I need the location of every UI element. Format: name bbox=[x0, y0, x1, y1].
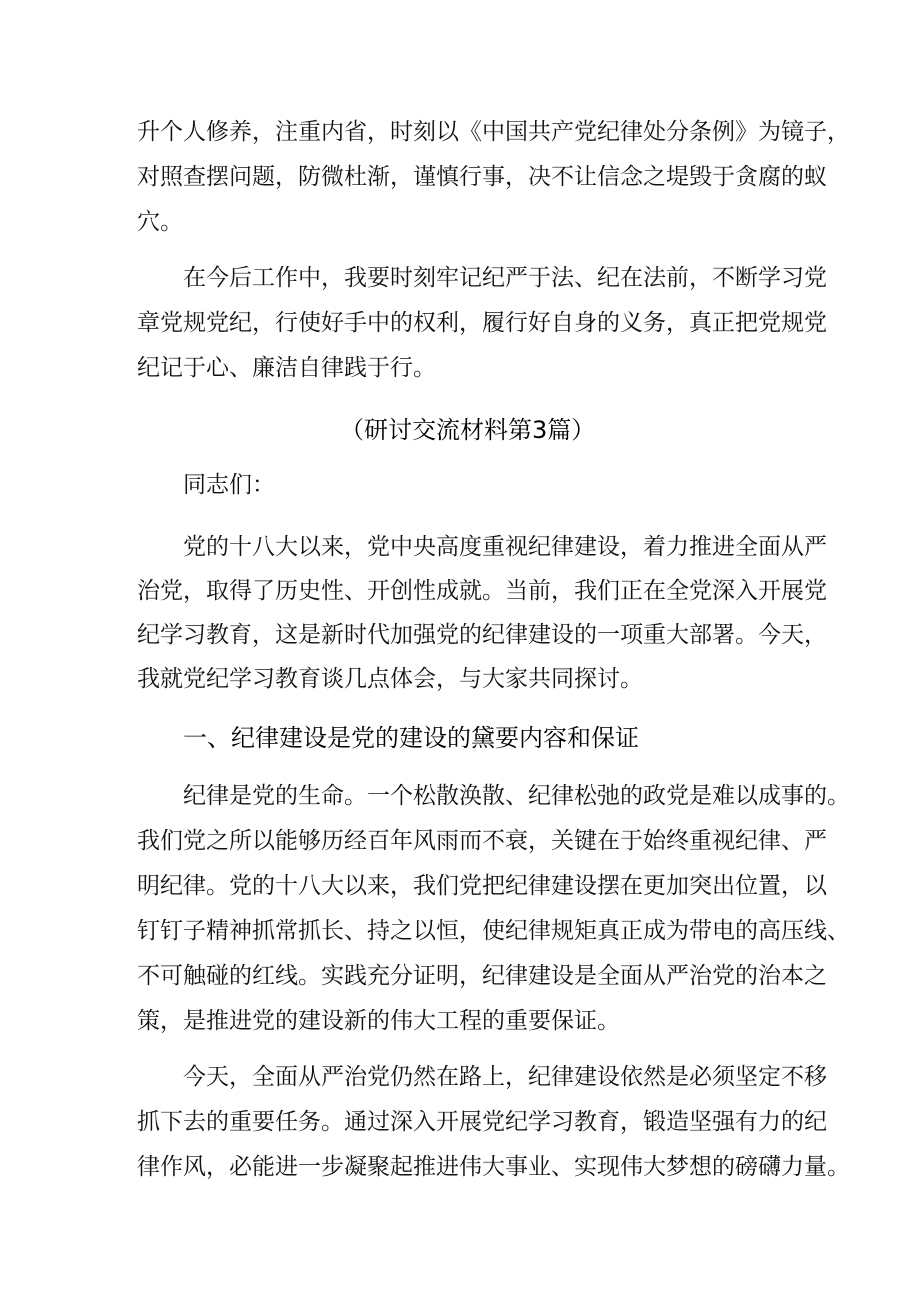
paragraph-line: 章党规党纪，行使好手中的权利，履行好自身的义务，真正把党规党 bbox=[137, 310, 827, 336]
paragraph-line: 纪记于心、廉洁自律践于行。 bbox=[137, 355, 436, 381]
paragraph-line: 抓下去的重要任务。通过深入开展党纪学习教育，锻造坚强有力的纪 bbox=[137, 1109, 827, 1135]
paragraph-line: 不可触碰的红线。实践充分证明，纪律建设是全面从严治党的治本之 bbox=[137, 963, 827, 989]
paragraph-line: 明纪律。党的十八大以来，我们党把纪律建设摆在更加突出位置，以 bbox=[137, 873, 827, 899]
chapter-heading: 一、纪律建设是党的建设的黛要内容和保证 bbox=[183, 724, 639, 752]
paragraph-line: 钉钉子精神抓常抓长、持之以恒，使纪律规矩真正成为带电的高压线、 bbox=[137, 918, 850, 944]
paragraph-line: 策，是推进党的建设新的伟大工程的重要保证。 bbox=[137, 1008, 620, 1034]
paragraph-line: 我们党之所以能够历经百年风雨而不衰，关键在于始终重视纪律、严 bbox=[137, 828, 827, 854]
paragraph-line: 律作风，必能进一步凝聚起推进伟大事业、实现伟大梦想的磅礴力量。 bbox=[137, 1154, 850, 1180]
paragraph-line: 纪学习教育，这是新时代加强党的纪律建设的一项重大部署。今天， bbox=[137, 622, 827, 648]
paragraph-line: 党的十八大以来，党中央高度重视纪律建设，着力推进全面从严 bbox=[183, 534, 827, 560]
paragraph-line: 今天，全面从严治党仍然在路上，纪律建设依然是必须坚定不移 bbox=[183, 1064, 827, 1090]
salutation: 同志们： bbox=[183, 472, 275, 498]
section-title: （研讨交流材料第3篇） bbox=[340, 416, 596, 444]
paragraph-line: 治党，取得了历史性、开创性成就。当前，我们正在全党深入开展党 bbox=[137, 578, 827, 604]
paragraph-line: 对照查摆问题，防微杜渐，谨慎行事，决不让信念之堤毁于贪腐的蚁 bbox=[137, 164, 827, 190]
paragraph-line: 我就党纪学习教育谈几点体会，与大家共同探讨。 bbox=[137, 666, 643, 692]
paragraph-line: 升个人修养，注重内省，时刻以《中国共产党纪律处分条例》为镜子， bbox=[137, 119, 850, 145]
paragraph-line: 纪律是党的生命。一个松散涣散、纪律松弛的政党是难以成事的。 bbox=[183, 783, 850, 809]
paragraph-line: 穴。 bbox=[137, 209, 183, 235]
paragraph-line: 在今后工作中，我要时刻牢记纪严于法、纪在法前，不断学习党 bbox=[183, 265, 827, 291]
